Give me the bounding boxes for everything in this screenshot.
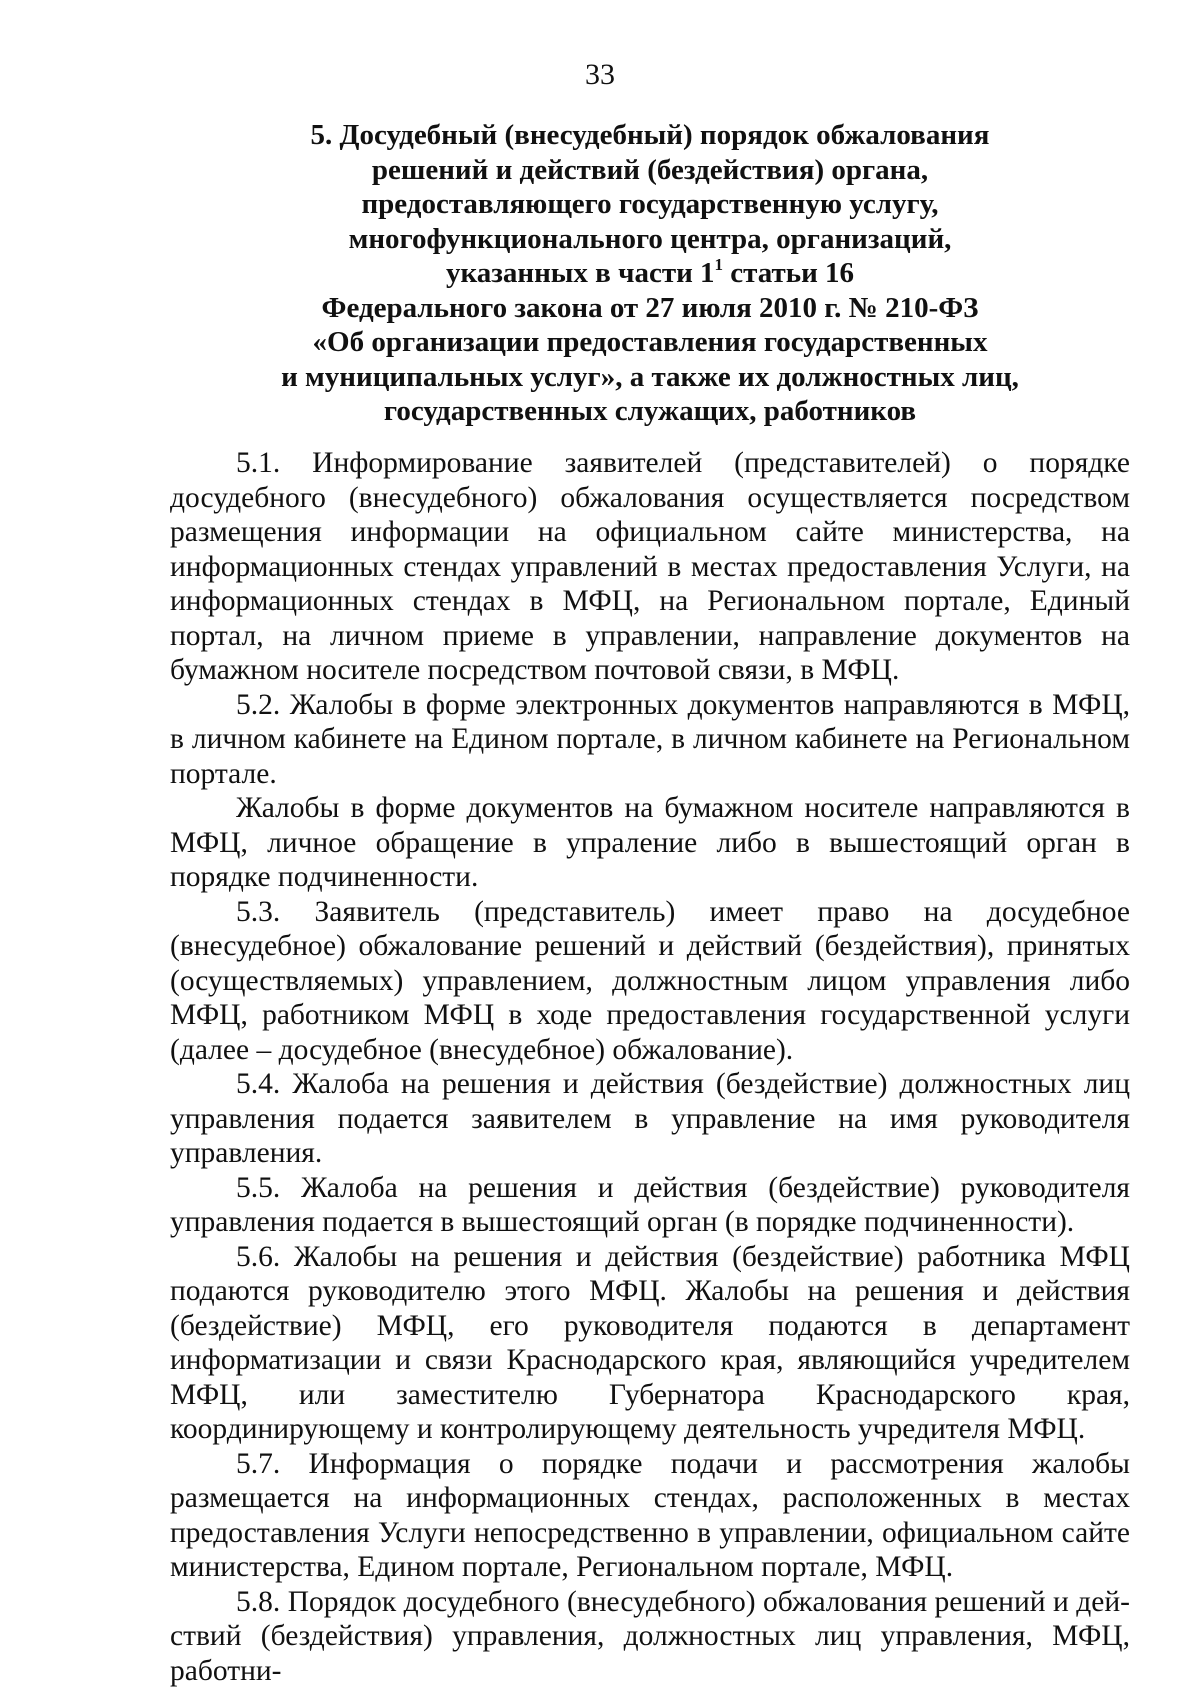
paragraph-5-7: 5.7. Информация о порядке подачи и рассмотрения жалобы размещается на информационных стендах, расположенных в местах предоставления Услуги непосредственно в управлении, официальном сайте министерства, Едином портале, Региональном портале, МФЦ. [170,1447,1130,1585]
paragraph-5-1: 5.1. Информирование заявителей (представителей) о порядке досудебного (внесудебного) обжалования осуществляется посредством размещения информации на официальном сайте министерства, на информационных стендах управлений в местах предоставления Услуги, на информационных стендах в МФЦ, на Региональном портале, Единый портал, на личном приеме в управлении, направление документов на бумажном носителе посредством почтовой связи, в МФЦ. [170,446,1130,688]
paragraph-5-2: 5.2. Жалобы в форме электронных документов направляются в МФЦ, в личном кабинете на Едином портале, в личном кабинете на Региональном портале. [170,688,1130,792]
paragraph-5-2-cont: Жалобы в форме документов на бумажном носителе направляются в МФЦ, личное обращение в упраление либо в вышестоящий орган в порядке подчиненности. [170,791,1130,895]
heading-line: и муниципальных услуг», а также их должностных лиц, [170,360,1130,395]
heading-text: статьи 16 [723,257,854,289]
paragraph-5-5: 5.5. Жалоба на решения и действия (бездействие) руководителя управления подается в вышестоящий орган (в порядке подчиненности). [170,1171,1130,1240]
heading-line: многофункционального центра, организаций, [170,222,1130,257]
heading-line-with-superscript [170,256,1130,291]
heading-text: указанных в части 1 [446,257,715,289]
body-text [170,446,1130,1688]
heading-line: Федерального закона от 27 июля 2010 г. № 210-ФЗ [170,291,1130,326]
paragraph-5-6: 5.6. Жалобы на решения и действия (бездействие) работника МФЦ подаются руководителю этого МФЦ. Жалобы на решения и действия (бездействие) МФЦ, его руководителя подаются в департамент информатизации и связи Краснодарского края, являющийся учредителем МФЦ, или заместителю Губернатора Краснодарского края, координирующему и контролирующему деятельность учредителя МФЦ. [170,1240,1130,1447]
superscript: 1 [715,255,724,274]
heading-line: решений и действий (бездействия) органа, [170,153,1130,188]
paragraph-5-8: 5.8. Порядок досудебного (внесудебного) обжалования решений и действий (бездействия) управления, должностных лиц управления, МФЦ, работни- [170,1585,1130,1688]
section-heading [170,118,1130,429]
paragraph-5-3: 5.3. Заявитель (представитель) имеет право на досудебное (внесудебное) обжалование решений и действий (бездействия), принятых (осуществляемых) управлением, должностным лицом управления либо МФЦ, работником МФЦ в ходе предоставления государственной услуги (далее – досудебное (внесудебное) обжалование). [170,895,1130,1068]
heading-line: 5. Досудебный (внесудебный) порядок обжалования [170,118,1130,153]
heading-line: государственных служащих, работников [170,394,1130,429]
paragraph-5-4: 5.4. Жалоба на решения и действия (бездействие) должностных лиц управления подается заявителем в управление на имя руководителя управления. [170,1067,1130,1171]
page-number: 33 [0,58,1200,92]
heading-line: предоставляющего государственную услугу, [170,187,1130,222]
heading-line: «Об организации предоставления государственных [170,325,1130,360]
